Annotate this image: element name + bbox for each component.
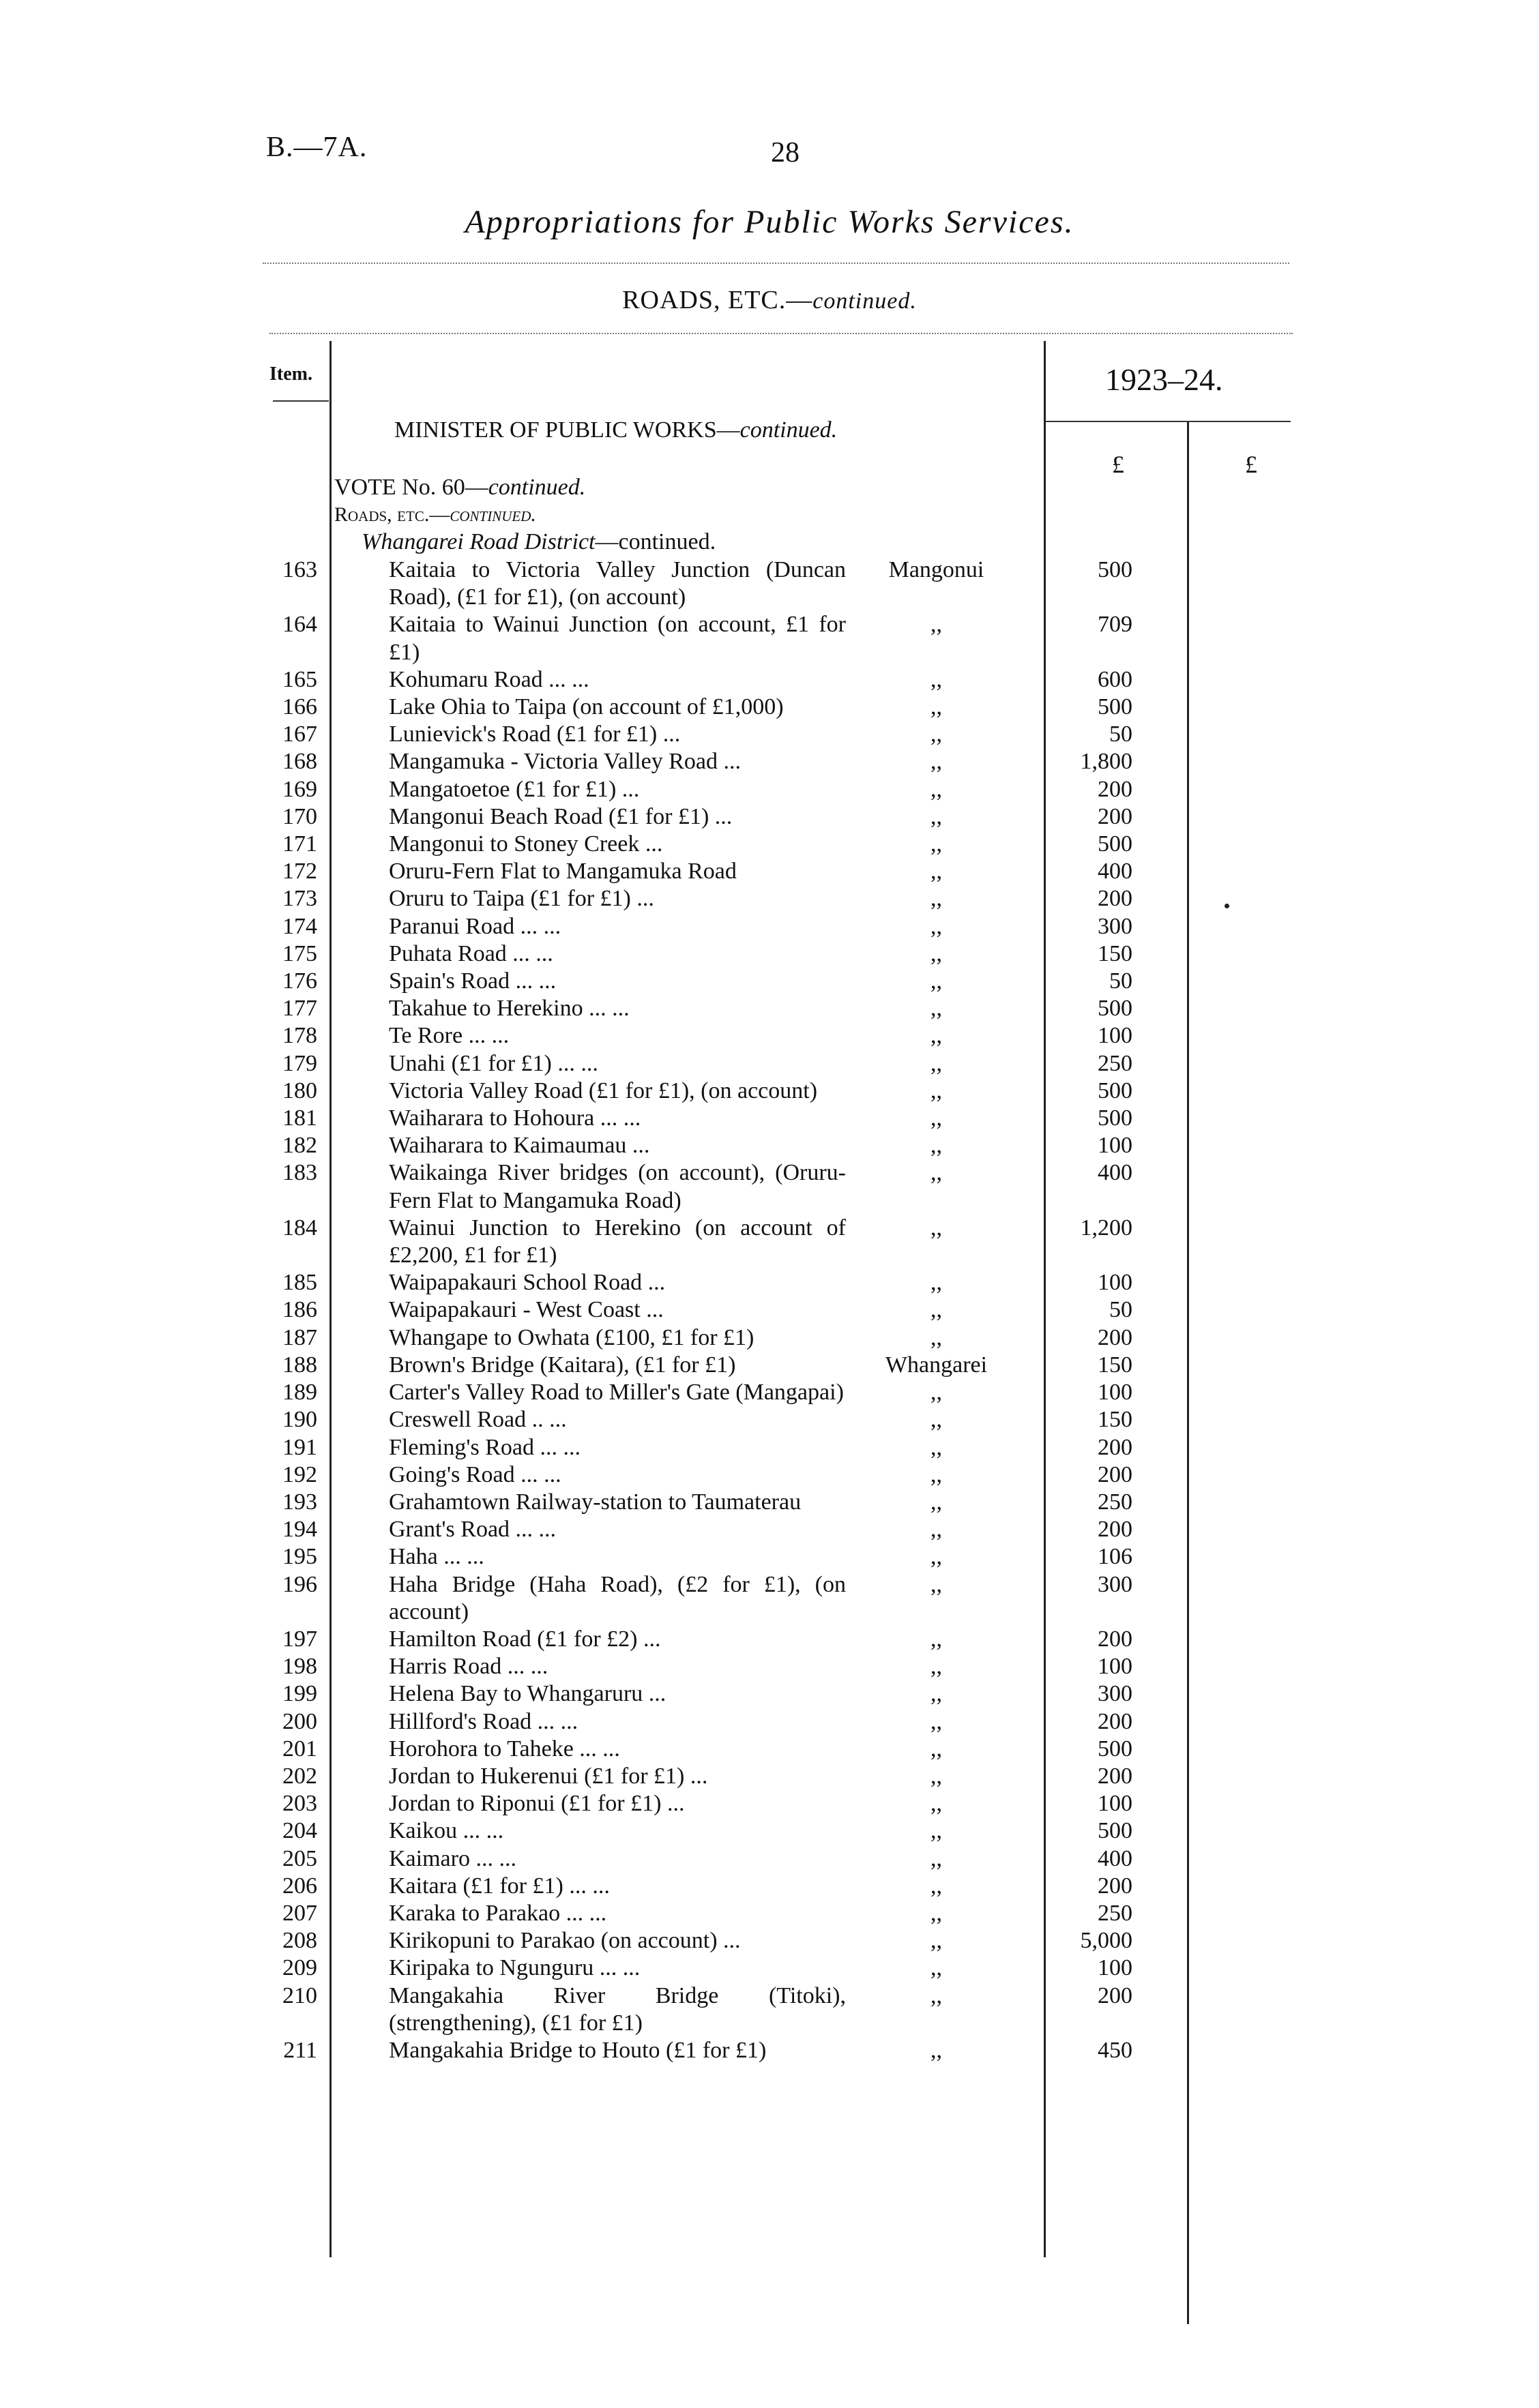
district-name: ,,	[930, 1544, 942, 1570]
item-description: Mangonui to Stoney Creek ...	[389, 831, 663, 857]
table-row	[0, 831, 1539, 858]
item-description: Unahi (£1 for £1) ... ...	[389, 1050, 598, 1076]
table-row	[0, 1269, 1539, 1296]
amount: 50	[1109, 968, 1132, 994]
pound-sign-left: £	[1112, 451, 1124, 478]
amount: 200	[1098, 1763, 1132, 1789]
page-title: Appropriations for Public Works Services.	[465, 204, 1074, 240]
table-row	[0, 776, 1539, 803]
district-name: ,,	[930, 722, 942, 747]
amount: 400	[1098, 1845, 1132, 1871]
amount: 500	[1098, 1105, 1132, 1131]
title-rule	[263, 263, 1289, 264]
item-number: 192	[282, 1461, 317, 1487]
table-row	[0, 1543, 1539, 1571]
table-row	[0, 721, 1539, 748]
district-name: Mangonui	[888, 557, 984, 582]
year-column-header: 1923–24.	[1105, 362, 1223, 397]
district-name: ,,	[930, 1050, 942, 1076]
amount: 400	[1098, 1160, 1132, 1186]
amount: 600	[1098, 666, 1132, 692]
table-row	[0, 1489, 1539, 1516]
item-number: 209	[282, 1955, 317, 1981]
item-number: 174	[282, 913, 317, 939]
item-number: 166	[282, 694, 317, 720]
stray-bullet	[1225, 904, 1229, 908]
pound-sign-right: £	[1245, 451, 1257, 478]
item-number: 179	[282, 1050, 317, 1076]
section-rule	[269, 333, 1293, 334]
district-name: ,,	[930, 1900, 942, 1926]
page-number: 28	[771, 137, 800, 168]
item-description: Harris Road ... ...	[389, 1654, 548, 1680]
amount: 250	[1098, 1050, 1132, 1076]
district-name: ,,	[930, 776, 942, 802]
item-column-header: Item.	[269, 363, 312, 385]
item-description: Whangape to Owhata (£100, £1 for £1)	[389, 1324, 754, 1350]
amount: 150	[1098, 1352, 1132, 1378]
table-row	[0, 940, 1539, 968]
table-row	[0, 1653, 1539, 1680]
item-number: 173	[282, 886, 317, 912]
item-number: 197	[282, 1626, 317, 1652]
item-description: Victoria Valley Road (£1 for £1), (on account)	[389, 1077, 818, 1103]
section-title-text: ROADS, ETC.—	[622, 286, 813, 314]
district-name: ,,	[930, 1763, 942, 1789]
item-number: 200	[282, 1708, 317, 1734]
vote-heading	[334, 475, 585, 501]
table-row	[0, 1022, 1539, 1050]
item-number: 164	[282, 612, 317, 638]
table-row	[0, 2037, 1539, 2064]
district-name: ,,	[930, 1324, 942, 1350]
amount: 250	[1098, 1900, 1132, 1926]
district-name: ,,	[930, 1133, 942, 1159]
district-name: ,,	[930, 1982, 942, 2008]
amount: 300	[1098, 1681, 1132, 1707]
item-number: 175	[282, 940, 317, 966]
district-name: ,,	[930, 749, 942, 775]
district-name: ,,	[930, 1270, 942, 1296]
item-number: 208	[282, 1928, 317, 1954]
table-row	[0, 1954, 1539, 1982]
amount: 500	[1098, 694, 1132, 720]
table-row	[0, 556, 1539, 611]
table-row	[0, 1817, 1539, 1845]
item-number: 183	[282, 1160, 317, 1186]
amount: 200	[1098, 1873, 1132, 1899]
item-number: 202	[282, 1763, 317, 1789]
district-name: ,,	[930, 2037, 942, 2063]
amount: 300	[1098, 913, 1132, 939]
item-description: Paranui Road ... ...	[389, 913, 561, 939]
table-row	[0, 968, 1539, 995]
item-description: Kaikou ... ...	[389, 1818, 504, 1844]
table-row	[0, 1516, 1539, 1543]
item-description: Carter's Valley Road to Miller's Gate (Mangapai)	[389, 1380, 844, 1406]
amount: 300	[1098, 1571, 1132, 1597]
item-description: Creswell Road .. ...	[389, 1407, 567, 1433]
table-row	[0, 1159, 1539, 1214]
table-row	[0, 1982, 1539, 2037]
district-heading	[362, 529, 716, 555]
table-row	[0, 1105, 1539, 1132]
amount: 500	[1098, 1077, 1132, 1103]
item-number: 169	[282, 776, 317, 802]
item-description: Mangatoetoe (£1 for £1) ...	[389, 776, 640, 802]
amount: 100	[1098, 1955, 1132, 1981]
amount: 500	[1098, 1736, 1132, 1762]
item-description: Lake Ohia to Taipa (on account of £1,000)	[389, 694, 784, 720]
vote-heading-suffix: continued.	[488, 475, 586, 500]
amount: 200	[1098, 803, 1132, 829]
item-number: 185	[282, 1270, 317, 1296]
district-name: ,,	[930, 694, 942, 720]
amount: 150	[1098, 1407, 1132, 1433]
item-description: Karaka to Parakao ... ...	[389, 1900, 607, 1926]
table-row	[0, 1927, 1539, 1954]
item-number: 178	[282, 1023, 317, 1049]
item-description: Kaitaia to Wainui Junction (on account, £1 for £1)	[389, 612, 846, 665]
district-name: ,,	[930, 666, 942, 692]
amount: 709	[1098, 612, 1132, 638]
district-name: ,,	[930, 913, 942, 939]
district-name: ,,	[930, 803, 942, 829]
district-name: ,,	[930, 1736, 942, 1762]
minister-heading-suffix: continued.	[739, 417, 838, 443]
item-number: 193	[282, 1489, 317, 1515]
table-row	[0, 1790, 1539, 1817]
district-name: ,,	[930, 1297, 942, 1323]
vote-heading-text: VOTE No. 60—	[334, 475, 488, 500]
table-row	[0, 995, 1539, 1022]
district-name: ,,	[930, 1571, 942, 1597]
table-row	[0, 1434, 1539, 1461]
amount: 200	[1098, 1461, 1132, 1487]
item-number: 210	[282, 1982, 317, 2008]
item-description: Kohumaru Road ... ...	[389, 666, 589, 692]
item-description: Jordan to Riponui (£1 for £1) ...	[389, 1791, 685, 1817]
amount: 100	[1098, 1380, 1132, 1406]
district-name: ,,	[930, 1160, 942, 1186]
item-number: 201	[282, 1736, 317, 1762]
table-row	[0, 1379, 1539, 1406]
district-name: ,,	[930, 1461, 942, 1487]
amount: 500	[1098, 831, 1132, 857]
item-description: Oruru to Taipa (£1 for £1) ...	[389, 886, 654, 912]
item-number: 181	[282, 1105, 317, 1131]
table-row	[0, 611, 1539, 666]
amount: 200	[1098, 1708, 1132, 1734]
item-number: 205	[282, 1845, 317, 1871]
district-name: ,,	[930, 1105, 942, 1131]
section-title	[0, 285, 1539, 315]
table-row	[0, 1900, 1539, 1927]
table-row	[0, 885, 1539, 912]
section-title-suffix: continued.	[812, 288, 917, 314]
table-row	[0, 748, 1539, 775]
appropriation-table-body	[0, 556, 1539, 2064]
amount: 200	[1098, 1324, 1132, 1350]
district-name: ,,	[930, 1928, 942, 1954]
item-description: Mangakahia Bridge to Houto (£1 for £1)	[389, 2037, 767, 2063]
item-number: 182	[282, 1133, 317, 1159]
table-row	[0, 1845, 1539, 1873]
amount: 1,200	[1080, 1215, 1132, 1240]
item-description: Waiharara to Hohoura ... ...	[389, 1105, 641, 1131]
district-name: ,,	[930, 1407, 942, 1433]
item-number: 198	[282, 1654, 317, 1680]
amount: 200	[1098, 776, 1132, 802]
district-name: ,,	[930, 1818, 942, 1844]
district-name: ,,	[930, 1708, 942, 1734]
item-number: 187	[282, 1324, 317, 1350]
amount: 450	[1098, 2037, 1132, 2063]
table-row	[0, 1763, 1539, 1790]
district-name: ,,	[930, 1215, 942, 1240]
amount: 200	[1098, 1517, 1132, 1543]
item-description: Te Rore ... ...	[389, 1023, 510, 1049]
item-description: Lunievick's Road (£1 for £1) ...	[389, 722, 681, 747]
item-number: 211	[283, 2037, 317, 2063]
item-number: 204	[282, 1818, 317, 1844]
item-number: 177	[282, 996, 317, 1022]
item-number: 172	[282, 859, 317, 885]
item-number: 191	[282, 1434, 317, 1460]
district-name: ,,	[930, 1517, 942, 1543]
district-name: ,,	[930, 1380, 942, 1406]
district-name: ,,	[930, 831, 942, 857]
item-description: Haha ... ...	[389, 1544, 484, 1570]
district-name: ,,	[930, 1626, 942, 1652]
amount: 200	[1098, 1434, 1132, 1460]
table-row	[0, 1461, 1539, 1489]
item-description: Grant's Road ... ...	[389, 1517, 557, 1543]
item-description: Takahue to Herekino ... ...	[389, 996, 630, 1022]
amount: 100	[1098, 1133, 1132, 1159]
item-number: 180	[282, 1077, 317, 1103]
item-number: 186	[282, 1297, 317, 1323]
item-number: 206	[282, 1873, 317, 1899]
item-number: 171	[282, 831, 317, 857]
item-number: 170	[282, 803, 317, 829]
district-name: ,,	[930, 1023, 942, 1049]
amount: 100	[1098, 1270, 1132, 1296]
table-row	[0, 1406, 1539, 1433]
district-heading-suffix: —continued.	[595, 529, 716, 554]
district-name: ,,	[930, 886, 942, 912]
amount: 100	[1098, 1023, 1132, 1049]
roads-heading	[334, 503, 536, 526]
item-description: Waikainga River bridges (on account), (Oruru-Fern Flat to Mangamuka Road)	[389, 1160, 846, 1213]
table-row	[0, 858, 1539, 885]
amount: 500	[1098, 996, 1132, 1022]
item-description: Waiharara to Kaimaumau ...	[389, 1133, 650, 1159]
item-description: Mangakahia River Bridge (Titoki), (strengthening), (£1 for £1)	[389, 1982, 846, 2036]
item-description: Kaimaro ... ...	[389, 1845, 516, 1871]
amount: 100	[1098, 1654, 1132, 1680]
table-row	[0, 803, 1539, 831]
table-row	[0, 1296, 1539, 1324]
district-name: ,,	[930, 1873, 942, 1899]
district-name: ,,	[930, 996, 942, 1022]
table-row	[0, 1736, 1539, 1763]
item-description: Fleming's Road ... ...	[389, 1434, 581, 1460]
item-number: 176	[282, 968, 317, 994]
district-name: Whangarei	[885, 1352, 988, 1378]
table-row	[0, 666, 1539, 694]
amount: 250	[1098, 1489, 1132, 1515]
table-row	[0, 694, 1539, 721]
item-number: 165	[282, 666, 317, 692]
table-row	[0, 1050, 1539, 1077]
amount: 500	[1098, 1818, 1132, 1844]
amount: 1,800	[1080, 749, 1132, 775]
item-description: Kaitara (£1 for £1) ... ...	[389, 1873, 610, 1899]
item-description: Grahamtown Railway-station to Taumaterau	[389, 1489, 802, 1515]
district-name: ,,	[930, 1434, 942, 1460]
district-name: ,,	[930, 859, 942, 885]
table-row	[0, 1571, 1539, 1626]
district-name: ,,	[930, 940, 942, 966]
amount: 200	[1098, 886, 1132, 912]
district-name: ,,	[930, 1845, 942, 1871]
item-description: Oruru-Fern Flat to Mangamuka Road	[389, 859, 737, 885]
item-number: 167	[282, 722, 317, 747]
item-description: Waipapakauri - West Coast ...	[389, 1297, 664, 1323]
item-number: 184	[282, 1215, 317, 1240]
district-name: ,,	[930, 1654, 942, 1680]
item-number: 190	[282, 1407, 317, 1433]
amount: 200	[1098, 1626, 1132, 1652]
district-name: ,,	[930, 1077, 942, 1103]
item-description: Wainui Junction to Herekino (on account of £2,200, £1 for £1)	[389, 1215, 846, 1268]
item-description: Puhata Road ... ...	[389, 940, 553, 966]
item-description: Hillford's Road ... ...	[389, 1708, 578, 1734]
table-row	[0, 1324, 1539, 1352]
item-description: Kirikopuni to Parakao (on account) ...	[389, 1928, 741, 1954]
item-number: 207	[282, 1900, 317, 1926]
district-name: ,,	[930, 612, 942, 638]
item-description: Horohora to Taheke ... ...	[389, 1736, 620, 1762]
item-header-underline	[273, 400, 329, 402]
item-description: Hamilton Road (£1 for £2) ...	[389, 1626, 661, 1652]
roads-heading-text: Roads, etc.—	[334, 503, 450, 526]
amount: 106	[1098, 1544, 1132, 1570]
item-number: 163	[282, 557, 317, 582]
item-number: 168	[282, 749, 317, 775]
district-name: ,,	[930, 968, 942, 994]
item-number: 194	[282, 1517, 317, 1543]
table-row	[0, 1352, 1539, 1379]
item-number: 199	[282, 1681, 317, 1707]
table-row	[0, 1215, 1539, 1269]
amount: 200	[1098, 1982, 1132, 2008]
year-header-underline	[1045, 421, 1291, 422]
item-description: Kaitaia to Victoria Valley Junction (Duncan Road), (£1 for £1), (on account)	[389, 557, 846, 610]
item-description: Brown's Bridge (Kaitara), (£1 for £1)	[389, 1352, 736, 1378]
roads-heading-suffix: continued.	[450, 503, 536, 526]
amount: 150	[1098, 940, 1132, 966]
item-description: Kiripaka to Ngunguru ... ...	[389, 1955, 641, 1981]
item-number: 188	[282, 1352, 317, 1378]
amount: 500	[1098, 557, 1132, 582]
district-name: ,,	[930, 1489, 942, 1515]
table-row	[0, 1873, 1539, 1900]
amount: 50	[1109, 722, 1132, 747]
item-number: 195	[282, 1544, 317, 1570]
district-name: ,,	[930, 1791, 942, 1817]
amount: 5,000	[1080, 1928, 1132, 1954]
minister-heading-text: MINISTER OF PUBLIC WORKS—	[394, 417, 740, 443]
item-number: 203	[282, 1791, 317, 1817]
item-description: Spain's Road ... ...	[389, 968, 557, 994]
table-row	[0, 1680, 1539, 1708]
item-description: Mangamuka - Victoria Valley Road ...	[389, 749, 742, 775]
item-number: 196	[282, 1571, 317, 1597]
document-code: B.—7A.	[266, 132, 368, 163]
table-row	[0, 1077, 1539, 1105]
item-description: Waipapakauri School Road ...	[389, 1270, 666, 1296]
district-heading-text: Whangarei Road District	[362, 529, 596, 554]
item-description: Mangonui Beach Road (£1 for £1) ...	[389, 803, 733, 829]
district-name: ,,	[930, 1955, 942, 1981]
amount: 100	[1098, 1791, 1132, 1817]
item-description: Going's Road ... ...	[389, 1461, 561, 1487]
amount: 50	[1109, 1297, 1132, 1323]
table-row	[0, 1626, 1539, 1653]
district-name: ,,	[930, 1681, 942, 1707]
item-description: Jordan to Hukerenui (£1 for £1) ...	[389, 1763, 708, 1789]
amount: 400	[1098, 859, 1132, 885]
table-row	[0, 1708, 1539, 1736]
table-row	[0, 913, 1539, 940]
item-description: Helena Bay to Whangaruru ...	[389, 1681, 666, 1707]
item-description: Haha Bridge (Haha Road), (£2 for £1), (on account)	[389, 1571, 846, 1624]
table-row	[0, 1132, 1539, 1159]
item-number: 189	[282, 1380, 317, 1406]
minister-heading	[394, 417, 837, 443]
